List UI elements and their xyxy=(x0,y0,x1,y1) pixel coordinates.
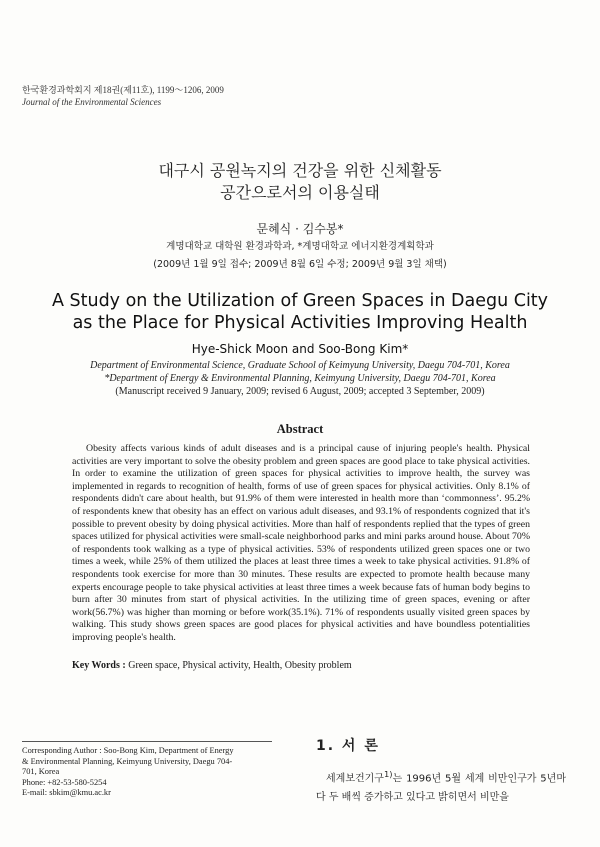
footnote-line1: Corresponding Author : Soo-Bong Kim, Department of Energy xyxy=(22,746,234,755)
korean-dates: (2009년 1월 9일 접수; 2009년 8월 6일 수정; 2009년 9월 3일 채택) xyxy=(153,259,447,270)
korean-title-line1: 대구시 공원녹지의 건강을 위한 신체활동 xyxy=(158,161,442,180)
korean-title-line2: 공간으로서의 이용실태 xyxy=(220,183,380,202)
keywords xyxy=(72,660,530,671)
abstract-text: Obesity affects various kinds of adult diseases and is a principal cause of injuring people's health. Physical activities are very important to solve the obesity problem and green spaces are good place to take physical activities. In order to examine the utilization of green spaces for physical activities to improve health, the survey was implemented in regards to recognition of health, forms of use of green spaces for physical activities. Only 8.1% of respondents didn't care about health, but 91.9% of them were interested in health more than ‘commonness’. 95.2% of respondents knew that obesity has an effect on various adult diseases, and 93.1% of respondents cognized that it's possible to prevent obesity by doing physical activities. More than half of respondents replied that the types of green spaces utilized for physical activities were small-scale neighborhood parks and mini parks around house. About 70% of respondents took walking as a type of physical activities. 53% of respondents utilized green spaces one or two times a week, while 25% of them utilized the places at least three times a week to take physical activities. 91.8% of respondents took exercise for more than 30 minutes. These results are expected to promote health because many experts encourage people to take physical activities at least three times a week because fats of human body begins to burn after 30 minutes from start of physical activities. In the utilizing time of green spaces, evening or after work(56.7%) was higher than morning or before work(35.1%). 71% of respondents usually visited green spaces by walking. This study shows green spaces are good places for physical activities and have boundless potentialities improving people's health. xyxy=(72,443,530,643)
email-value: sbkim@kmu.ac.kr xyxy=(49,788,111,798)
email-label: E-mail: xyxy=(22,788,48,798)
intro-text-rest: 는 1996년 5월 세계 비만인구가 5년마다 두 배씩 증가하고 있다고 밝히면서 비만을 xyxy=(316,773,566,804)
english-title-line1: A Study on the Utilization of Green Spaces in Daegu City xyxy=(51,291,549,311)
footnote-phone xyxy=(22,778,294,789)
journal-citation: 한국환경과학회지 제18권(제11호), 1199～1206, 2009 xyxy=(22,85,224,95)
section-heading-introduction: 1. 서 론 xyxy=(316,738,380,754)
english-affiliation-line1: Department of Environmental Science, Graduate School of Keimyung University, Daegu 704-701, Korea xyxy=(90,360,510,371)
korean-affiliation: 계명대학교 대학원 환경과학과, *계명대학교 에너지환경계획학과 xyxy=(166,241,434,252)
korean-authors: 문혜식 · 김수봉* xyxy=(256,222,344,236)
corresponding-author-footnote xyxy=(22,746,294,799)
journal-name: Journal of the Environmental Sciences xyxy=(22,97,162,107)
citation-superscript: 1) xyxy=(383,769,393,779)
phone-value: +82-53-580-5254 xyxy=(47,777,107,787)
footnote-email xyxy=(22,788,294,799)
english-title xyxy=(0,290,600,334)
manuscript-dates: (Manuscript received 9 January, 2009; revised 6 August, 2009; accepted 3 September, 2009) xyxy=(115,386,485,397)
english-title-line2: as the Place for Physical Activities Improving Health xyxy=(72,313,528,333)
english-authors: Hye-Shick Moon and Soo-Bong Kim* xyxy=(191,342,409,356)
abstract-heading: Abstract xyxy=(276,422,324,436)
keywords-text: Green space, Physical activity, Health, Obesity problem xyxy=(128,660,352,671)
intro-text-start: 세계보건기구 xyxy=(326,773,384,785)
korean-title xyxy=(0,160,600,204)
english-affiliation-line2: *Department of Energy & Environmental Planning, Keimyung University, Daegu 704-701, Korea xyxy=(104,372,496,384)
phone-label: Phone: xyxy=(22,777,46,787)
english-affiliation xyxy=(0,360,600,385)
journal-header xyxy=(22,84,224,108)
footnote-divider xyxy=(22,741,272,742)
footnote-line3: 701, Korea xyxy=(22,767,60,777)
footnote-line2: & Environmental Planning, Keimyung University, Daegu 704- xyxy=(22,756,233,766)
introduction-text xyxy=(316,765,566,807)
keywords-label: Key Words : xyxy=(72,660,126,671)
